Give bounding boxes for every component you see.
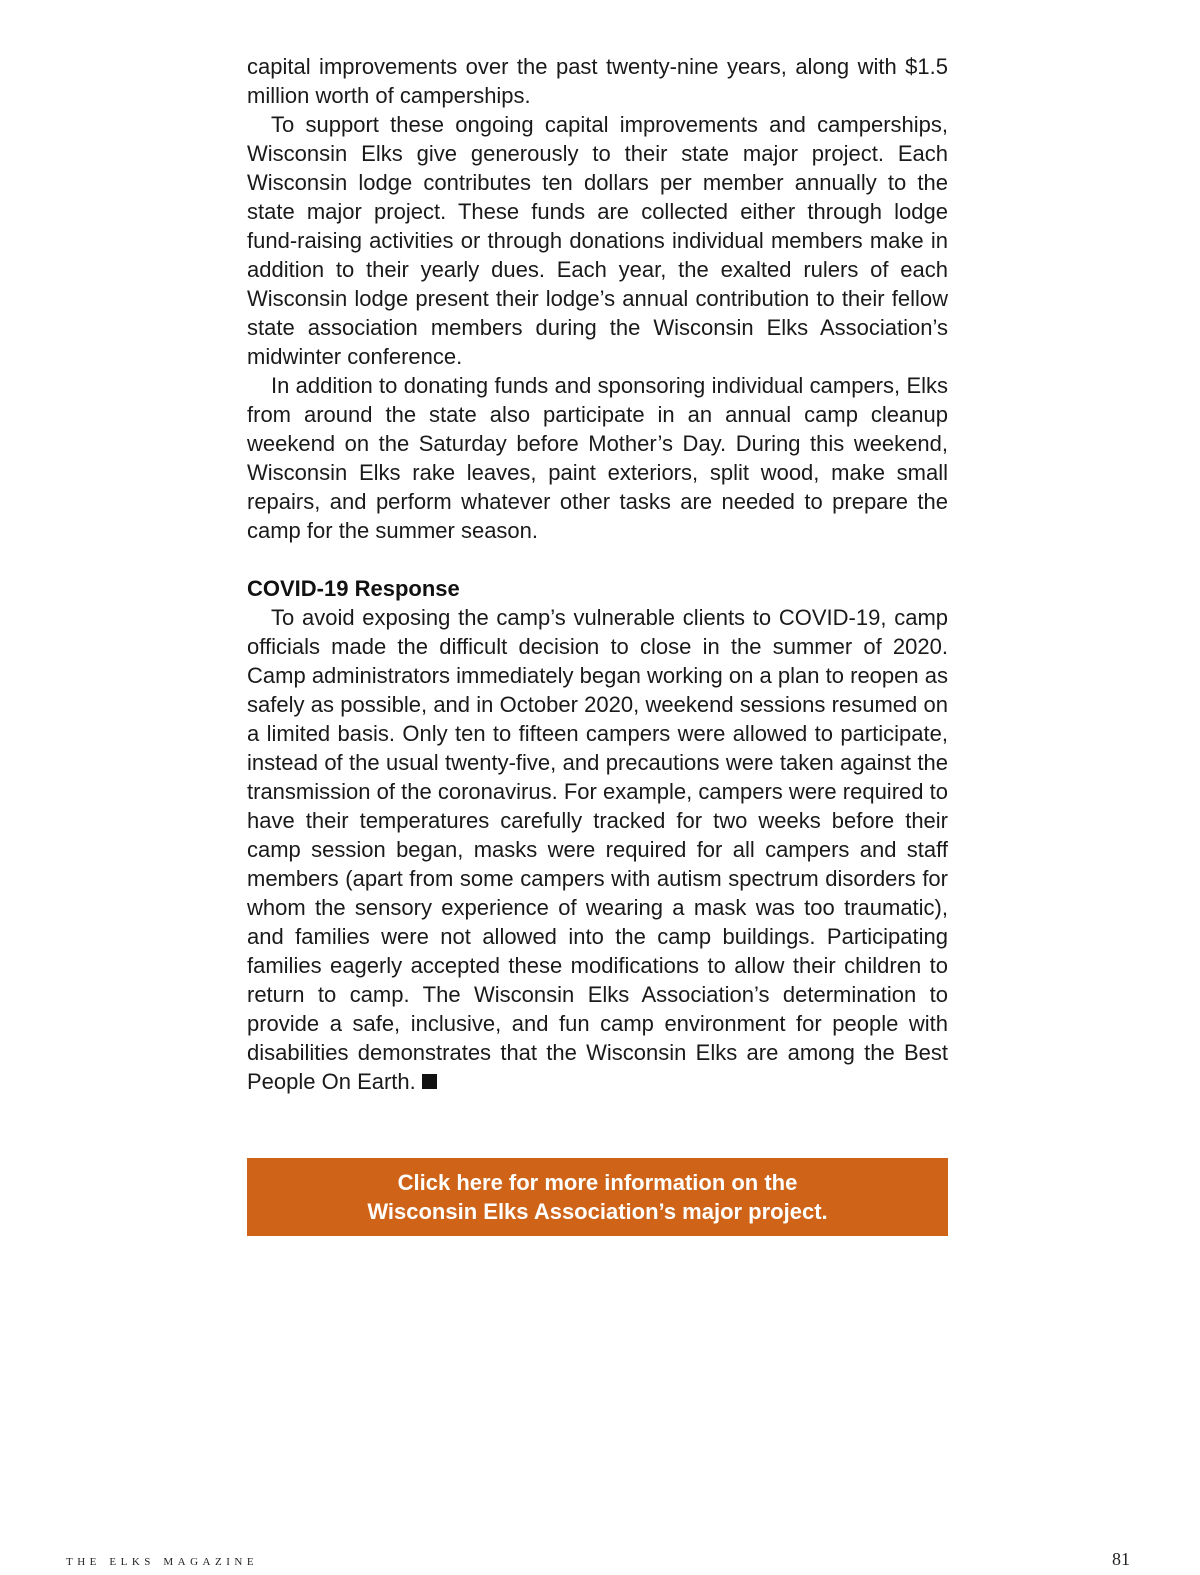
magazine-title-word: magazine — [163, 1552, 259, 1569]
magazine-title — [66, 1552, 258, 1570]
paragraph-covid-response — [247, 603, 948, 1096]
more-info-link-button[interactable] — [247, 1158, 948, 1236]
cta-line-2: Wisconsin Elks Association’s major project. — [367, 1199, 828, 1224]
end-of-article-square-icon — [422, 1074, 437, 1089]
cta-line-1: Click here for more information on the — [397, 1170, 798, 1195]
paragraph-covid-text: To avoid exposing the camp’s vulnerable clients to COVID-19, camp officials made the difficult decision to close in the summer of 2020. Camp administrators immediately began working on a plan to reopen as safely as possible, and in October 2020, weekend sessions resumed on a limited basis. Only ten to fifteen campers were allowed to participate, instead of the usual twenty-five, and precautions were taken against the transmission of the coronavirus. For example, campers were required to have their temperatures carefully tracked for two weeks before their camp session began, masks were required for all campers and staff members (apart from some campers with autism spectrum disorders for whom the sensory experience of wearing a mask was too traumatic), and families were not allowed into the camp buildings. Participating families eagerly accepted these modifications to allow their children to return to camp. The Wisconsin Elks Association’s determination to provide a safe, inclusive, and fun camp environment for people with disabilities demonstrates that the Wisconsin Elks are among the Best People On Earth. — [247, 605, 948, 1094]
magazine-title-name: elks — [109, 1552, 155, 1569]
paragraph-capital-improvements: capital improvements over the past twenty-nine years, along with $1.5 million worth of camperships. — [247, 54, 948, 108]
article-body — [247, 52, 948, 1096]
magazine-title-article: the — [66, 1552, 101, 1569]
page-number: 81 — [1112, 1549, 1130, 1569]
section-heading-covid: COVID-19 Response — [247, 576, 460, 601]
paragraph-state-major-project: To support these ongoing capital improvements and camperships, Wisconsin Elks give generously to their state major project. Each Wisconsin lodge contributes ten dollars per member annually to the state major project. These funds are collected either through lodge fund-raising activities or through donations individual members make in addition to their yearly dues. Each year, the exalted rulers of each Wisconsin lodge present their lodge’s annual contribution to their fellow state association members during the Wisconsin Elks Association’s midwinter conference. — [247, 112, 948, 369]
paragraph-camp-cleanup: In addition to donating funds and sponsoring individual campers, Elks from around the state also participate in an annual camp cleanup weekend on the Saturday before Mother’s Day. During this weekend, Wisconsin Elks rake leaves, paint exteriors, split wood, make small repairs, and perform whatever other tasks are needed to prepare the camp for the summer season. — [247, 373, 948, 543]
